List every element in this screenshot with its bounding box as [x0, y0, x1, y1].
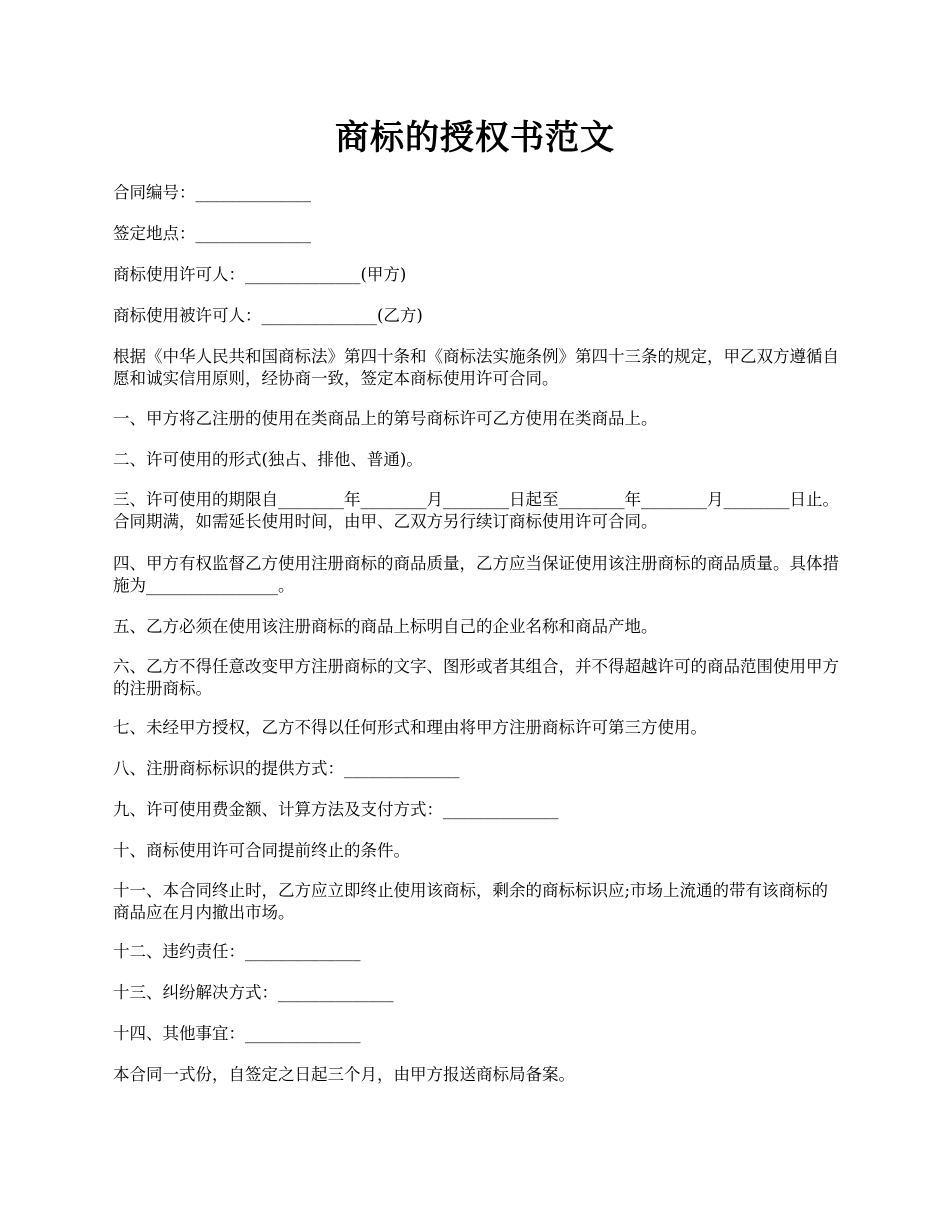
clause-1: 一、甲方将乙注册的使用在类商品上的第号商标许可乙方使用在类商品上。: [113, 409, 658, 428]
clause-12: 十二、违约责任：______________: [113, 942, 361, 961]
clause-4: 四、甲方有权监督乙方使用注册商标的商品质量，乙方应当保证使用该注册商标的商品质量。具体措施为________________。: [113, 554, 839, 595]
clause-8: 八、注册商标标识的提供方式：______________: [113, 759, 460, 778]
signing-place-line: 签定地点：______________: [113, 224, 311, 243]
clause-10: 十、商标使用许可合同提前终止的条件。: [113, 841, 410, 860]
licensor-line: 商标使用许可人：______________(甲方): [113, 265, 407, 284]
document-title: 商标的授权书范文: [335, 118, 615, 158]
clause-2: 二、许可使用的形式(独占、排他、普通)。: [113, 450, 423, 469]
clause-14: 十四、其他事宜：______________: [113, 1024, 361, 1043]
closing-paragraph: 本合同一式份，自签定之日起三个月，由甲方报送商标局备案。: [113, 1065, 575, 1084]
clause-13: 十三、纠纷解决方式：______________: [113, 983, 394, 1002]
clause-9: 九、许可使用费金额、计算方法及支付方式：______________: [113, 800, 559, 819]
clause-7: 七、未经甲方授权，乙方不得以任何形式和理由将甲方注册商标许可第三方使用。: [113, 718, 707, 737]
contract-number-line: 合同编号：______________: [113, 183, 311, 202]
clause-11: 十一、本合同终止时，乙方应立即终止使用该商标，剩余的商标标识应;市场上流通的带有该商标的商品应在月内撤出市场。: [113, 881, 829, 922]
clause-5: 五、乙方必须在使用该注册商标的商品上标明自己的企业名称和商品产地。: [113, 617, 658, 636]
clause-3: 三、许可使用的期限自________年________月________日起至________年________月________日止。合同期满，如需延长使用时间，由甲、乙双方另行续订商标使用许可合同。: [113, 490, 839, 531]
licensee-line: 商标使用被许可人：______________(乙方): [113, 306, 423, 325]
clause-6: 六、乙方不得任意改变甲方注册商标的文字、图形或者其组合，并不得超越许可的商品范围使用甲方的注册商标。: [113, 657, 839, 698]
preamble-paragraph: 根据《中华人民共和国商标法》第四十条和《商标法实施条例》第四十三条的规定，甲乙双方遵循自愿和诚实信用原则，经协商一致，签定本商标使用许可合同。: [113, 347, 839, 388]
